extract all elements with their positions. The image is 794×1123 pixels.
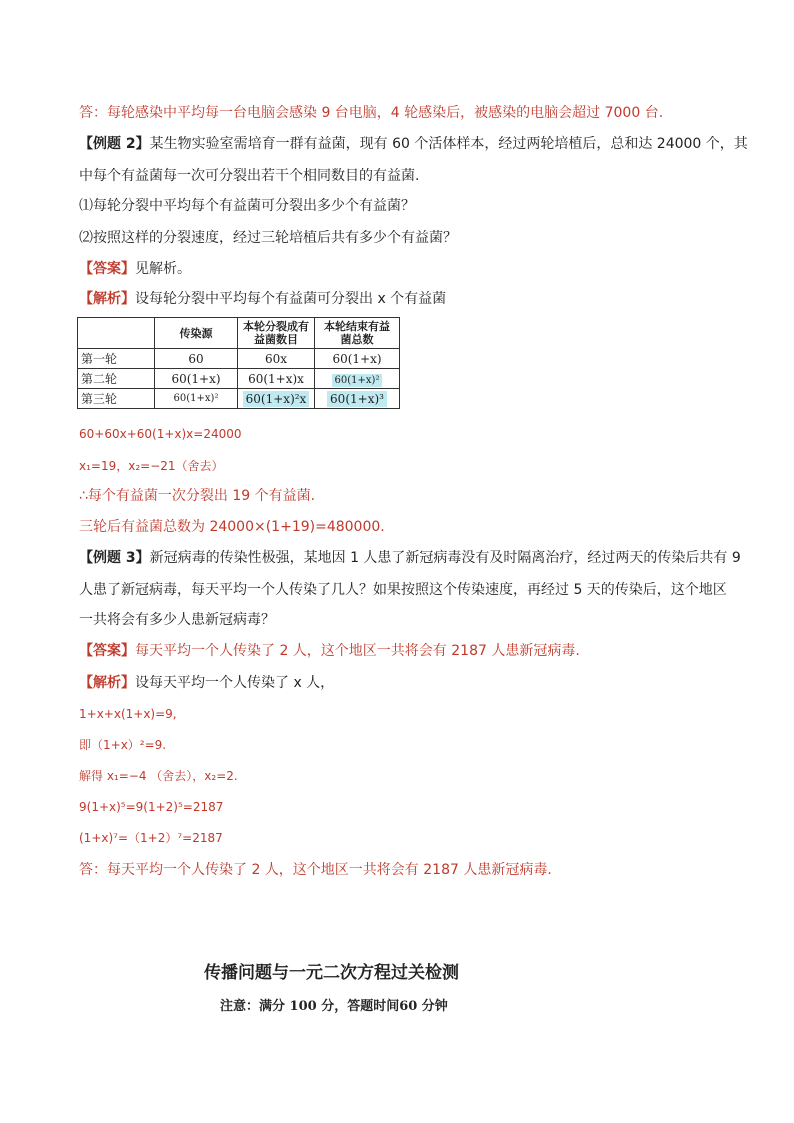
question-1: ⑴每轮分裂中平均每个有益菌可分裂出多少个有益菌？ xyxy=(79,198,415,214)
example2-text-1: 某生物实验室需培育一群有益菌，现有 60 个活体样本，经过两轮培植后，总和达 24000 个，其 xyxy=(149,136,748,152)
analysis-line xyxy=(79,289,446,309)
solution-conclusion-1: ∴每个有益菌一次分裂出 19 个有益菌. xyxy=(79,488,316,504)
final-answer: 答：每天平均一个人传染了 2 人，这个地区一共将会有 2187 人患新冠病毒. xyxy=(79,862,552,878)
table-cell xyxy=(238,389,315,409)
header-source-text: 传染源 xyxy=(179,326,213,340)
table-cell: 第一轮 xyxy=(78,349,155,369)
header-new-line2: 益菌数目 xyxy=(254,333,298,346)
table-header-new xyxy=(238,318,315,349)
analysis-tag: 【解析】 xyxy=(79,675,135,691)
solution-step-1: 1+x+x(1+x)=9, xyxy=(79,707,177,721)
answer-tag: 【答案】 xyxy=(79,643,135,659)
table-cell: 60(1+x)² xyxy=(155,389,238,409)
solution-conclusion-2: 三轮后有益菌总数为 24000×(1+19)=480000. xyxy=(79,519,385,535)
table-header-source xyxy=(155,318,238,349)
solution-roots: x₁=19，x₂=−21（舍去） xyxy=(79,459,224,473)
table-cell: 60x xyxy=(238,349,315,369)
example2-line-1 xyxy=(79,134,748,154)
table-cell: 第三轮 xyxy=(78,389,155,409)
solution-step-5: (1+x)⁷=（1+2）⁷=2187 xyxy=(79,831,223,845)
analysis-text: 设每天平均一个人传染了 x 人， xyxy=(135,675,335,691)
solution-step-3: 解得 x₁=−4 （舍去），x₂=2. xyxy=(79,769,238,783)
example3-text-1: 新冠病毒的传染性极强，某地因 1 人患了新冠病毒没有及时隔离治疗，经过两天的传染后共有 9 xyxy=(149,550,741,566)
example3-line-1 xyxy=(79,548,741,568)
table-cell: 第二轮 xyxy=(78,369,155,389)
header-new-line1: 本轮分裂成有 xyxy=(243,320,309,333)
answer-line-2 xyxy=(79,259,191,279)
table-header-empty xyxy=(78,318,155,349)
table-header-row xyxy=(78,318,400,349)
header-total-line2: 菌总数 xyxy=(340,333,374,346)
answer-text: 每天平均一个人传染了 2 人，这个地区一共将会有 2187 人患新冠病毒. xyxy=(135,643,580,659)
example3-answer xyxy=(79,641,580,661)
example2-tag: 【例题 2】 xyxy=(79,136,150,152)
analysis-tag: 【解析】 xyxy=(79,291,135,307)
example3-tag: 【例题 3】 xyxy=(79,550,150,566)
solution-step-4: 9(1+x)⁵=9(1+2)⁵=2187 xyxy=(79,800,224,814)
test-note: 注意：满分 100 分，答题时间60 分钟 xyxy=(220,999,448,1014)
example3-line-3: 一共将会有多少人患新冠病毒？ xyxy=(79,612,275,628)
header-total-line1: 本轮结束有益 xyxy=(324,320,390,333)
example3-line-2: 人患了新冠病毒，每天平均一个人传染了几人？如果按照这个传染速度，再经过 5 天的传染后，这个地区 xyxy=(79,582,727,598)
answer-tag: 【答案】 xyxy=(79,261,135,277)
table-row xyxy=(78,389,400,409)
table-row xyxy=(78,349,400,369)
table-cell: 60(1+x) xyxy=(315,349,400,369)
table-cell: 60(1+x) xyxy=(155,369,238,389)
analysis-text: 设每轮分裂中平均每个有益菌可分裂出 x 个有益菌 xyxy=(135,291,447,307)
answer-line-1: 答：每轮感染中平均每一台电脑会感染 9 台电脑，4 轮感染后，被感染的电脑会超过 7000 台. xyxy=(79,105,664,121)
table-cell xyxy=(315,389,400,409)
example2-line-2: 中每个有益菌每一次可分裂出若干个相同数目的有益菌. xyxy=(79,168,420,184)
highlighted-value: 60(1+x)³ xyxy=(327,391,387,407)
table-cell: 60 xyxy=(155,349,238,369)
table-cell: 60(1+x)x xyxy=(238,369,315,389)
example3-analysis xyxy=(79,673,334,693)
solution-step-2: 即（1+x）²=9. xyxy=(79,738,167,752)
question-2: ⑵按照这样的分裂速度，经过三轮培植后共有多少个有益菌？ xyxy=(79,230,457,246)
spread-table xyxy=(77,317,400,409)
answer-text: 见解析。 xyxy=(135,261,191,277)
solution-equation: 60+60x+60(1+x)x=24000 xyxy=(79,427,242,441)
table-cell xyxy=(315,369,400,389)
highlighted-value: 60(1+x)² xyxy=(332,374,383,387)
test-title: 传播问题与一元二次方程过关检测 xyxy=(204,963,459,983)
table-header-total xyxy=(315,318,400,349)
highlighted-value: 60(1+x)²x xyxy=(243,391,310,407)
table-row xyxy=(78,369,400,389)
